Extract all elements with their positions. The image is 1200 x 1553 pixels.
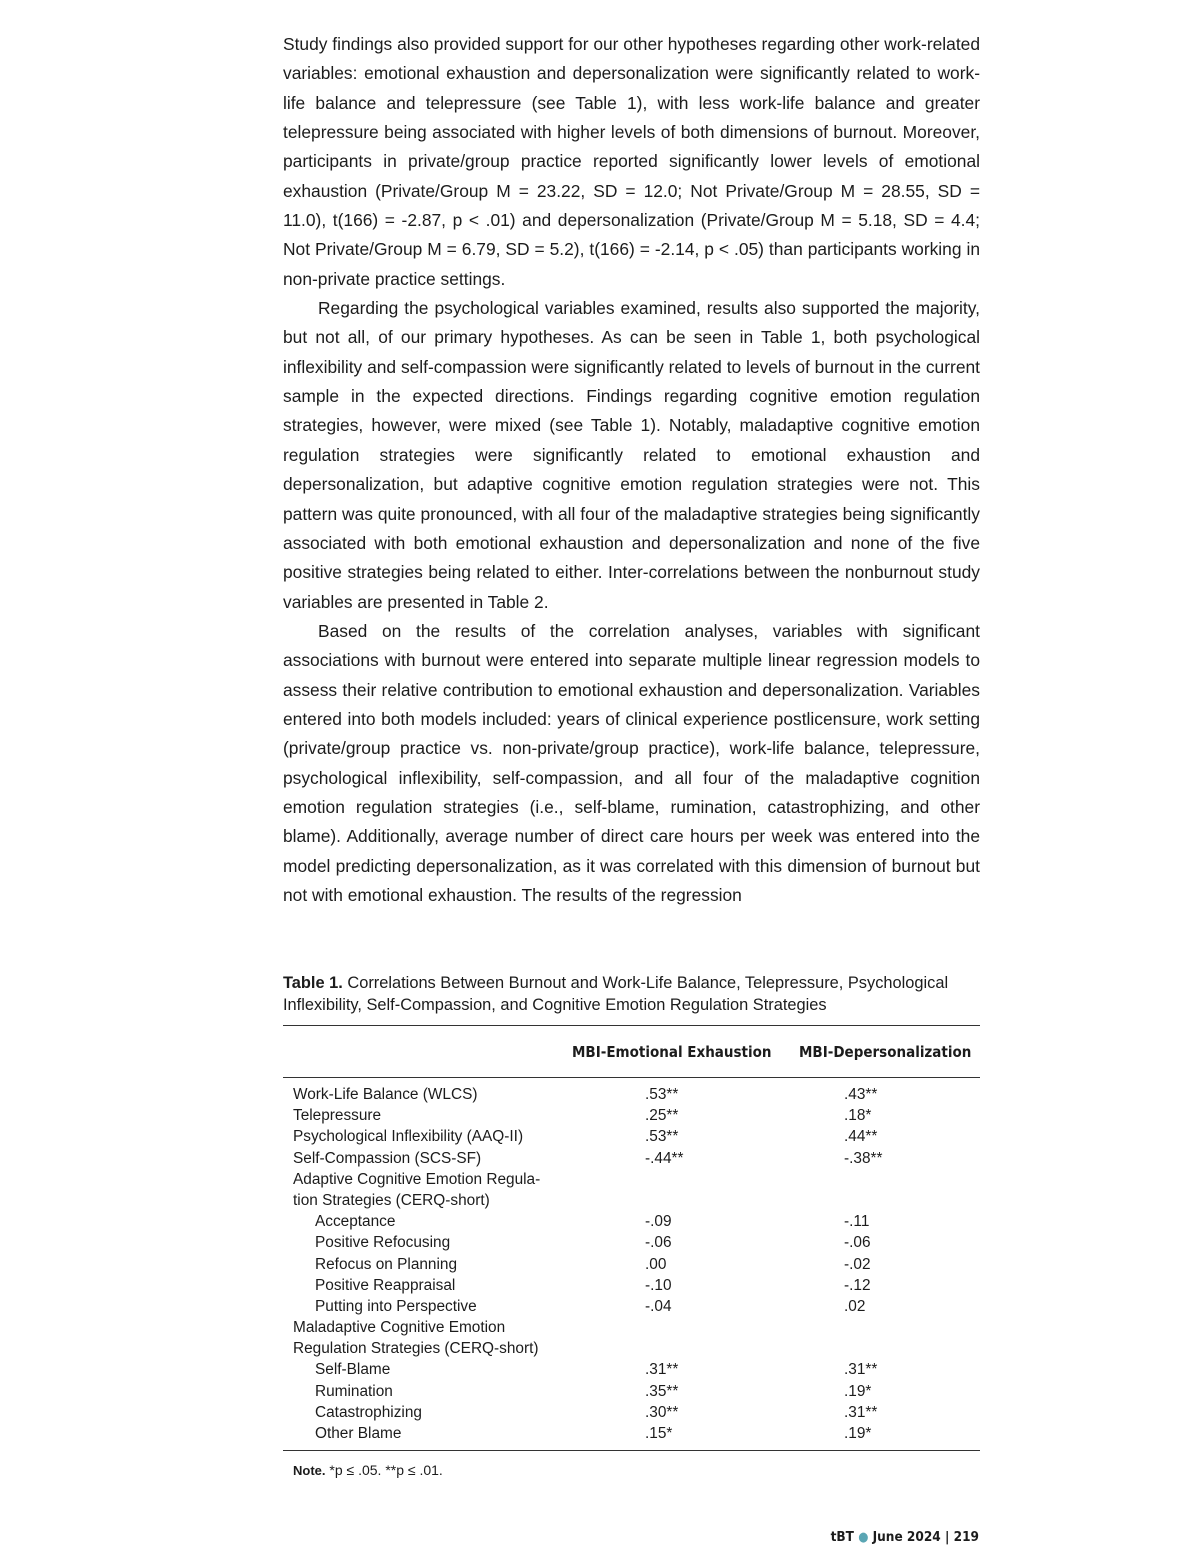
row-value-exhaustion: -.09 bbox=[645, 1213, 672, 1231]
table-header-rule bbox=[283, 1077, 980, 1078]
row-value-depersonalization: .18* bbox=[844, 1107, 872, 1125]
row-value-depersonalization: .44** bbox=[844, 1128, 878, 1146]
row-label: Positive Refocusing bbox=[315, 1234, 451, 1252]
row-label: Self-Compassion (SCS-SF) bbox=[293, 1149, 482, 1167]
column-header-emotional-exhaustion: MBI-Emotional Exhaustion bbox=[572, 1043, 772, 1061]
table-row bbox=[293, 1148, 980, 1169]
table-section-heading bbox=[293, 1190, 980, 1211]
row-label: Regulation Strategies (CERQ-short) bbox=[293, 1340, 539, 1358]
table-section-heading bbox=[293, 1338, 980, 1359]
row-label: Telepressure bbox=[293, 1107, 382, 1125]
row-value-depersonalization: .43** bbox=[844, 1086, 878, 1103]
row-label: Maladaptive Cognitive Emotion bbox=[293, 1319, 506, 1337]
row-value-exhaustion: -.10 bbox=[645, 1276, 672, 1294]
table-section-heading bbox=[293, 1169, 980, 1190]
row-value-depersonalization: .31** bbox=[844, 1361, 878, 1379]
table-row bbox=[293, 1211, 980, 1232]
paragraph-1: Study findings also provided support for our other hypotheses regarding other work-related variables: emotional exhaustion and depersonalization were significantly related to work-life balance and telepressure (see Table 1), with less work-life balance and greater telepressure being associated with higher levels of both dimensions of burnout. Moreover, participants in private/group practice reported significantly lower levels of emotional exhaustion (Private/Group M = 23.22, SD = 12.0; Not Private/Group M = 28.55, SD = 11.0), t(166) = -2.87, p < .01) and depersonalization (Private/Group M = 5.18, SD = 4.4; Not Private/Group M = 6.79, SD = 5.2), t(166) = -2.14, p < .05) than participants working in non-private practice settings. bbox=[283, 34, 980, 289]
row-label: Catastrophizing bbox=[315, 1403, 422, 1421]
table-row bbox=[293, 1381, 980, 1402]
table-row bbox=[293, 1126, 980, 1147]
row-value-depersonalization: .19* bbox=[844, 1425, 872, 1442]
row-value-exhaustion: .35** bbox=[645, 1382, 679, 1400]
table-section-heading bbox=[293, 1317, 980, 1338]
row-label: Other Blame bbox=[315, 1425, 402, 1442]
note-text: *p ≤ .05. **p ≤ .01. bbox=[329, 1462, 443, 1478]
table-row bbox=[293, 1275, 980, 1296]
table-row bbox=[293, 1232, 980, 1253]
table-label: Table 1. bbox=[283, 974, 343, 992]
row-label: Acceptance bbox=[315, 1213, 396, 1231]
table-row bbox=[293, 1359, 980, 1380]
row-value-exhaustion: -.44** bbox=[645, 1149, 684, 1167]
table-caption-text: Correlations Between Burnout and Work-Life Balance, Telepressure, Psychological Inflexibility, Self-Compassion, and Cognitive Emotion Regulation Strategies bbox=[283, 974, 949, 1014]
row-value-exhaustion: .31** bbox=[645, 1361, 679, 1379]
row-label: Rumination bbox=[315, 1382, 393, 1400]
row-value-depersonalization: .31** bbox=[844, 1403, 878, 1421]
row-value-exhaustion: -.04 bbox=[645, 1297, 672, 1315]
row-value-depersonalization: -.06 bbox=[844, 1234, 871, 1252]
row-value-depersonalization: -.38** bbox=[844, 1149, 883, 1167]
row-label: Self-Blame bbox=[315, 1361, 391, 1379]
row-label: Putting into Perspective bbox=[315, 1297, 477, 1315]
column-header-depersonalization: MBI-Depersonalization bbox=[799, 1043, 972, 1061]
row-value-exhaustion: .15* bbox=[645, 1425, 673, 1442]
row-label: Positive Reappraisal bbox=[315, 1276, 456, 1294]
issue-date: June 2024 bbox=[872, 1529, 941, 1545]
row-label: Adaptive Cognitive Emotion Regula- bbox=[293, 1170, 541, 1188]
paragraph-3: Based on the results of the correlation analyses, variables with significant associations with burnout were entered into separate multiple linear regression models to assess their relative contribution to emotional exhaustion and depersonalization. Variables entered into both models included: years of clinical experience postlicensure, work setting (private/group practice vs. non-private/group practice), work-life balance, telepressure, psychological inflexibility, self-compassion, and all four of the maladaptive cognition emotion regulation strategies (i.e., self-blame, rumination, catastrophizing, and other blame). Additionally, average number of direct care hours per week was entered into the model predicting depersonalization, as it was correlated with this dimension of burnout but not with emotional exhaustion. The results of the regression bbox=[283, 620, 980, 905]
page-number: 219 bbox=[953, 1529, 979, 1545]
table-note bbox=[293, 1461, 443, 1480]
footer-separator: | bbox=[944, 1529, 950, 1545]
table-row bbox=[293, 1254, 980, 1275]
table-top-rule bbox=[283, 1025, 980, 1026]
row-value-depersonalization: -.12 bbox=[844, 1276, 871, 1294]
row-value-exhaustion: .30** bbox=[645, 1403, 679, 1421]
table-bottom-rule bbox=[283, 1450, 980, 1451]
article-body bbox=[283, 30, 980, 910]
row-label: Psychological Inflexibility (AAQ-II) bbox=[293, 1128, 524, 1146]
table-row bbox=[293, 1084, 980, 1105]
row-value-depersonalization: -.02 bbox=[844, 1255, 871, 1273]
table-caption bbox=[283, 972, 980, 1016]
row-value-depersonalization: .02 bbox=[844, 1297, 866, 1315]
page-footer bbox=[831, 1529, 979, 1545]
table-row bbox=[293, 1105, 980, 1126]
row-value-exhaustion: .53** bbox=[645, 1128, 679, 1146]
row-label: Refocus on Planning bbox=[315, 1255, 458, 1273]
table-row bbox=[293, 1296, 980, 1317]
row-value-exhaustion: .53** bbox=[645, 1086, 679, 1103]
row-value-depersonalization: -.11 bbox=[844, 1213, 870, 1231]
table-body bbox=[293, 1084, 980, 1444]
table-row bbox=[293, 1402, 980, 1423]
table-row bbox=[293, 1423, 980, 1444]
row-value-depersonalization: .19* bbox=[844, 1382, 872, 1400]
row-label: tion Strategies (CERQ-short) bbox=[293, 1191, 490, 1209]
note-label: Note. bbox=[293, 1463, 326, 1478]
row-value-exhaustion: .25** bbox=[645, 1107, 679, 1125]
bullet-dot-icon: ● bbox=[858, 1530, 869, 1545]
row-value-exhaustion: -.06 bbox=[645, 1234, 672, 1252]
paragraph-2: Regarding the psychological variables examined, results also supported the majority, but not all, of our primary hypotheses. As can be seen in Table 1, both psychological inflexibility and self-compassion were significantly related to levels of burnout in the current sample in the expected directions. Findings regarding cognitive emotion regulation strategies, however, were mixed (see Table 1). Notably, maladaptive cognitive emotion regulation strategies were significantly related to emotional exhaustion and depersonalization, but adaptive cognitive emotion regulation strategies were not. This pattern was quite pronounced, with all four of the maladaptive strategies being significantly associated with both emotional exhaustion and depersonalization and none of the five positive strategies being related to either. Inter-correlations between the nonburnout study variables are presented in Table 2. bbox=[283, 298, 980, 612]
journal-name: tBT bbox=[830, 1529, 854, 1545]
row-value-exhaustion: .00 bbox=[645, 1255, 667, 1273]
row-label: Work-Life Balance (WLCS) bbox=[293, 1086, 478, 1103]
